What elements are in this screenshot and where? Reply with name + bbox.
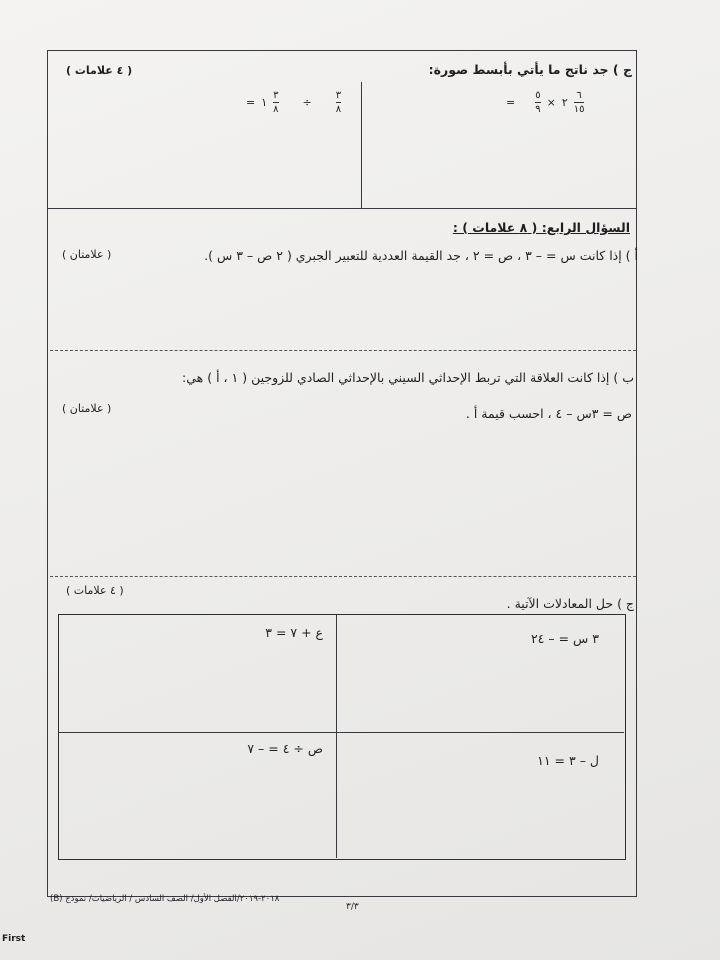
- fraction-expression-right: [506, 90, 584, 115]
- dashed-divider: [50, 350, 636, 351]
- fraction: $\frac{٣}{٨}$: [335, 90, 342, 115]
- equations-table: [58, 614, 626, 860]
- part-a-text: أ ) إذا كانت س = – ٣ ، ص = ٢ ، جد القيمة العددية للتعبير الجبري ( ٢ ص – ٣ س ).: [204, 248, 638, 263]
- footer-info: ٢٠١٨-٢٠١٩/الفصل الأول/ الصف السادس / الرياضيات/ نموذج (B): [50, 894, 280, 904]
- page-number: ٣/٣: [346, 902, 359, 912]
- part-c-divider: [361, 82, 362, 208]
- table-divider: [59, 732, 624, 733]
- equation-cell: ع + ٧ = ٣: [265, 625, 323, 640]
- equation-cell: ٣ س = – ٢٤: [530, 631, 599, 646]
- part-b-line1: ب ) إذا كانت العلاقة التي تربط الإحداثي السيني بالإحداثي الصادي للزوجين ( ١ ، أ ) هي:: [182, 370, 634, 385]
- fraction: $\frac{٥}{٩}$: [535, 90, 541, 115]
- section-divider: [47, 208, 637, 209]
- equation-cell: ل – ٣ = ١١: [537, 753, 599, 768]
- part-c-equations-text: ج ) حل المعادلات الآتية .: [506, 596, 634, 611]
- equals-sign: =: [246, 96, 256, 109]
- part-a-marks: ( علامتان ): [62, 248, 112, 261]
- corner-label: First: [2, 934, 26, 944]
- equals-sign: =: [506, 96, 516, 109]
- fraction: $\frac{٦}{١٥}$: [573, 90, 585, 115]
- table-divider: [336, 615, 337, 858]
- part-c-title: ج ) جد ناتج ما يأتي بأبسط صورة:: [428, 62, 632, 77]
- whole-number: ١: [261, 96, 268, 109]
- part-c-marks: ( ٤ علامات ): [66, 64, 133, 77]
- equation-cell: ص ÷ ٤ = – ٧: [247, 741, 323, 756]
- fraction: $\frac{٣}{٨}$: [273, 90, 279, 115]
- part-b-marks: ( علامتان ): [62, 402, 112, 415]
- divide-sign: ÷: [302, 96, 312, 109]
- part-b-line2: ص = ٣س – ٤ ، احسب قيمة أ .: [465, 406, 632, 421]
- fraction-expression-left: [246, 90, 341, 115]
- question4-heading: السؤال الرابع: ( ٨ علامات ) :: [452, 220, 630, 235]
- multiply-sign: ×: [546, 96, 556, 109]
- whole-number: ٢: [561, 96, 568, 109]
- part-c-equations-marks: ( ٤ علامات ): [66, 584, 124, 597]
- dashed-divider: [50, 576, 636, 577]
